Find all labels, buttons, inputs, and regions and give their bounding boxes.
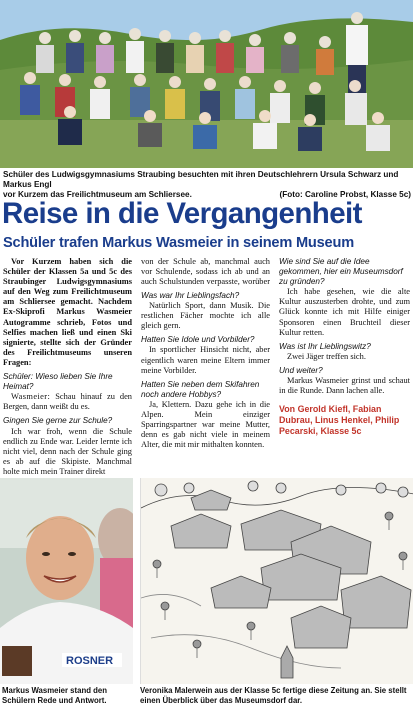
answer-5: Ja, Klettern. Dazu gehe ich in die Alpen. Mein einziger Sparringspartner war meine Mutter, denn es gab nicht viele in meinem Alter, die mit mir mithalten konnten. <box>141 399 270 450</box>
top-photo-caption <box>3 170 411 200</box>
article-authors: Von Gerold Kiefl, Fabian Dubrau, Linus Henkel, Philip Pecarski, Klasse 5c <box>279 404 400 437</box>
answer-2: Ich war froh, wenn die Schule endlich zu Ende war. Leider lernte ich nicht viel, denn nach der Schule ging es ab auf die Skipiste. Manchmal holte mich mein Trainer direkt <box>3 426 132 476</box>
group-photo <box>0 0 413 168</box>
answer-6: Ich habe gesehen, wie die alte Kultur auszusterben drohte, und zum Glück konnte ich mit Hilfe einiger Sponsoren einen Bruchteil dieser Kultur retten. <box>279 287 410 337</box>
article-lead: Vor Kurzem haben sich die Schüler der Klassen 5a und 5c des Straubinger Ludwigsgymnasiums auf den Weg zum Freilichtmuseum am Schliersee gemacht. Nachdem Ex-Skiprofi Markus Wasmeier Autogramme schrieb, Fotos und Selfies machen ließ und einen Ski signierte, stellte sich der Gründer des Freilichtmuseums unseren Fragen: <box>3 257 132 367</box>
shirt-logo-text: ROSNER <box>66 655 114 667</box>
drawing-caption: Veronika Malerwein aus der Klasse 5c fertige diese Zeitung an. Sie stellt einen Überblick über das Museumsdorf dar. <box>140 686 407 705</box>
wasmeier-photo-caption: Markus Wasmeier stand den Schülern Rede und Antwort. <box>2 686 108 705</box>
article-column-1 <box>3 257 132 487</box>
answer-4: In sportlicher Hinsicht nicht, aber eigentlich waren meine Eltern immer meine Vorbilder. <box>141 345 270 375</box>
wasmeier-photo <box>0 478 133 684</box>
question-1: Schüler: Wieso lieben Sie Ihre Heimat? <box>3 372 113 392</box>
answer-3: Natürlich Sport, dann Musik. Die restlichen Fächer mochte ich alle gleich gern. <box>141 301 270 331</box>
answer-8: Markus Wasmeier grinst und schaut in die Runde. Dann lachen alle. <box>279 376 410 396</box>
caption-line-2: vor Kurzem das Freilichtmuseum am Schliersee. <box>3 190 192 199</box>
question-2: Gingen Sie gerne zur Schule? <box>3 416 113 426</box>
speaker-label: Wasmeier: <box>11 392 51 402</box>
article-column-2 <box>141 257 270 450</box>
photo-credit: (Foto: Caroline Probst, Klasse 5c) <box>279 190 411 199</box>
question-7: Was ist Ihr Lieblingswitz? <box>279 341 371 351</box>
question-8: Und weiter? <box>279 365 323 375</box>
article-subheadline: Schüler trafen Markus Wasmeier in seinem Museum <box>3 235 354 251</box>
question-6: Wie sind Sie auf die Idee gekommen, hier ein Museumsdorf zu gründen? <box>279 257 403 287</box>
answer-2-continued: von der Schule ab, manchmal auch vor Schulende, sodass ich ab und an auch Schulstunden verpasste, worüber <box>141 257 270 287</box>
article-headline: Reise in die Vergangenheit <box>2 197 362 230</box>
answer-7: Zwei Jäger treffen sich. <box>287 351 366 361</box>
museum-village-drawing <box>140 478 413 684</box>
question-4: Hatten Sie Idole und Vorbilder? <box>141 335 255 345</box>
answer-1: Schau hinauf zu den Bergen, dann weißt du es. <box>3 392 132 412</box>
question-5: Hatten Sie neben dem Skifahren noch andere Hobbys? <box>141 379 260 399</box>
article-column-3 <box>279 257 410 437</box>
question-3: Was war Ihr Lieblingsfach? <box>141 291 240 300</box>
caption-line-1: Schüler des Ludwigsgymnasiums Straubing besuchten mit ihren Deutschlehrern Ursula Schwarz und Markus Engl <box>3 170 399 189</box>
